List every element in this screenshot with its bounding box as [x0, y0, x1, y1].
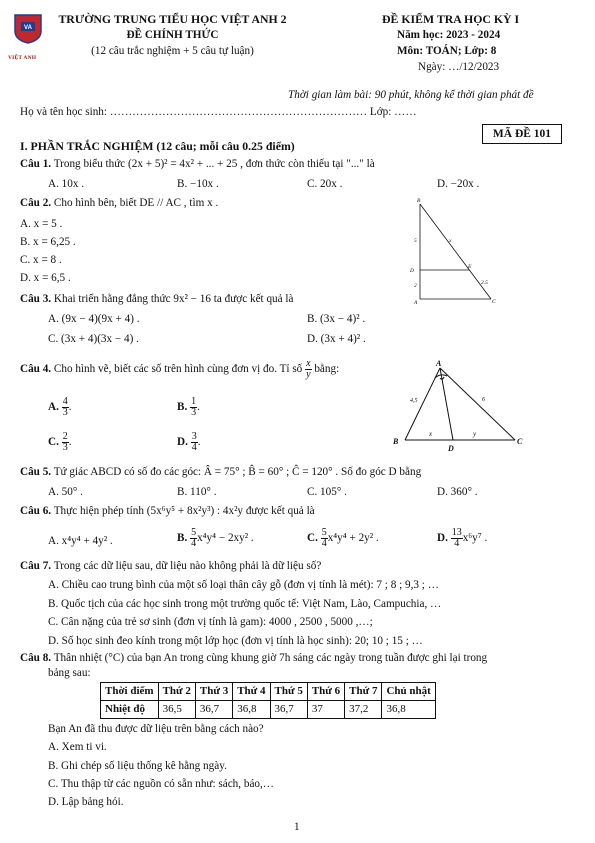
q6-option-b[interactable]: B. $\frac{5}{4}$ x⁴y⁴ − 2xy² .	[177, 527, 254, 549]
q7-text: Trong các dữ liệu sau, dữ liệu nào không phải là dữ liệu số?	[53, 560, 322, 572]
table-header-cell: Chủ nhật	[382, 683, 435, 701]
q6-text: Thực hiện phép tính (5x⁶y⁵ + 8x²y³) : 4x²y được kết quả là	[53, 505, 315, 517]
table-cell: 36,7	[195, 701, 232, 719]
q2-option-d[interactable]: D. x = 6,5 .	[20, 272, 71, 284]
table-header-cell: Thứ 2	[158, 683, 195, 701]
q2-side-25: 2.5	[481, 280, 488, 286]
q5-text: Tứ giác ABCD có số đo các góc: Â = 75° ; B̂ = 60° ; Ĉ = 120° . Số đo góc D bằng	[53, 466, 422, 478]
q2-triangle-figure	[405, 196, 505, 308]
q2-option-b[interactable]: B. x = 6,25 .	[20, 236, 76, 248]
svg-text:VA: VA	[24, 25, 32, 31]
question-1	[20, 157, 375, 171]
exam-duration: Thời gian làm bài: 90 phút, không kể thời gian phát đề	[288, 89, 534, 101]
q2-option-a[interactable]: A. x = 5 .	[20, 218, 63, 230]
q2-side-x: x	[449, 238, 452, 244]
q4-option-b[interactable]: B. $\frac{1}{3}$ .	[177, 396, 200, 418]
q4-option-d[interactable]: D. $\frac{3}{4}$ .	[177, 431, 201, 453]
school-logo	[14, 14, 42, 44]
q3-option-a[interactable]: A. (9x − 4)(9x + 4) .	[48, 313, 140, 325]
q8-option-a[interactable]: A. Xem ti vi.	[48, 741, 107, 753]
table-cell: 37	[307, 701, 344, 719]
q7-option-d[interactable]: D. Số học sinh đeo kính trong một lớp học (đơn vị tính là học sinh): 20; 10 ; 15 ; …	[48, 635, 423, 647]
q7-label: Câu 7.	[20, 560, 52, 572]
logo-text: VIỆT ANH	[8, 55, 37, 61]
q6-label: Câu 6.	[20, 505, 52, 517]
exam-code-box: MÃ ĐỀ 101	[482, 124, 562, 144]
question-3	[20, 292, 293, 306]
q8-option-c[interactable]: C. Thu thập từ các nguồn có sẵn như: sách, báo,…	[48, 778, 274, 790]
exam-structure: (12 câu trắc nghiệm + 5 câu tự luận)	[91, 44, 254, 57]
q4-side-y: y	[473, 430, 477, 438]
q2-text: Cho hình bên, biết DE // AC , tìm x .	[53, 197, 219, 209]
q4-ratio: $\frac{x}{y}$	[306, 358, 311, 380]
q2-label-C: C	[492, 299, 496, 305]
page-number: 1	[294, 821, 300, 833]
q4-option-c[interactable]: C. $\frac{2}{3}$ .	[48, 431, 72, 453]
q2-label-B: B	[417, 198, 421, 204]
school-year: Năm học: 2023 - 2024	[397, 28, 501, 41]
table-header-cell: Thứ 7	[345, 683, 382, 701]
q1-option-c[interactable]: C. 20x .	[307, 178, 343, 190]
q2-label-D: D	[410, 268, 414, 274]
q1-option-b[interactable]: B. −10x .	[177, 178, 219, 190]
header-left	[50, 12, 295, 58]
table-cell: 36,8	[382, 701, 435, 719]
table-cell: 36,8	[233, 701, 270, 719]
q7-option-b[interactable]: B. Quốc tịch của các học sinh trong một trường quốc tế: Việt Nam, Lào, Campuchia, …	[48, 598, 442, 610]
table-header-cell: Thứ 5	[270, 683, 307, 701]
question-2	[20, 196, 218, 210]
q4-side-x: x	[429, 430, 433, 438]
section-title: I. PHẦN TRẮC NGHIỆM (12 câu; mỗi câu 0.25 điểm)	[20, 139, 295, 153]
question-5	[20, 465, 421, 479]
table-row	[101, 701, 436, 719]
question-7	[20, 559, 321, 573]
q7-option-c[interactable]: C. Cân nặng của trẻ sơ sinh (đơn vị tính là gam): 4000 , 2500 , 5000 ,…;	[48, 616, 373, 628]
q1-option-a[interactable]: A. 10x .	[48, 178, 85, 190]
q2-label-A: A	[414, 300, 418, 306]
table-header-cell: Thứ 3	[195, 683, 232, 701]
official-label: ĐỀ CHÍNH THỨC	[126, 28, 219, 41]
q5-option-b[interactable]: B. 110° .	[177, 486, 217, 498]
table-cell: 36,7	[270, 701, 307, 719]
student-name-line: Họ và tên học sinh: …………………………………………………………… Lớp: ……	[20, 106, 417, 118]
table-cell: 36,5	[158, 701, 195, 719]
q1-option-d[interactable]: D. −20x .	[437, 178, 480, 190]
q4-text2: bằng:	[314, 363, 340, 376]
q4-triangle-figure	[385, 356, 535, 456]
temperature-table	[100, 682, 436, 719]
q8-label: Câu 8.	[20, 652, 52, 664]
q8-text: Thân nhiệt (°C) của bạn An trong cùng khung giờ 7h sáng các ngày trong tuần được ghi lại trong	[53, 652, 488, 664]
q2-option-c[interactable]: C. x = 8 .	[20, 254, 62, 266]
q3-option-d[interactable]: D. (3x + 4)² .	[307, 333, 366, 345]
q1-text: Trong biểu thức (2x + 5)² = 4x² + ... + 25 , đơn thức còn thiếu tại "..." là	[53, 158, 375, 170]
header-right	[355, 12, 585, 74]
q4-label-A: A	[436, 359, 442, 368]
q1-label: Câu 1.	[20, 158, 52, 170]
q4-side-6: 6	[482, 397, 485, 403]
q5-label: Câu 5.	[20, 466, 52, 478]
q2-side-2: 2	[414, 283, 417, 289]
table-header-cell: Thời điểm	[101, 683, 159, 701]
q4-label-D: D	[448, 444, 454, 453]
q8-question: Bạn An đã thu được dữ liệu trên bằng cách nào?	[48, 723, 264, 735]
q4-label-B: B	[393, 437, 399, 446]
table-header-row	[101, 683, 436, 701]
exam-title: ĐỀ KIỂM TRA HỌC KỲ I	[382, 12, 520, 26]
q4-option-a[interactable]: A. $\frac{4}{3}$ .	[48, 396, 72, 418]
table-header-cell: Thứ 6	[307, 683, 344, 701]
q5-option-a[interactable]: A. 50° .	[48, 486, 83, 498]
question-8	[20, 651, 487, 665]
q6-option-c[interactable]: C. $\frac{5}{4}$ x⁴y⁴ + 2y² .	[307, 527, 379, 549]
table-cell: 37,2	[345, 701, 382, 719]
q6-option-a[interactable]: A. x⁴y⁴ + 4y² .	[48, 535, 113, 547]
q3-option-b[interactable]: B. (3x − 4)² .	[307, 313, 366, 325]
subject: Môn: TOÁN; Lớp: 8	[397, 44, 497, 57]
q3-text: Khai triển hằng đẳng thức 9x² − 16 ta được kết quả là	[53, 293, 294, 305]
q2-label-E: E	[468, 264, 472, 270]
q4-label-C: C	[517, 437, 523, 446]
q8-text2: bảng sau:	[48, 667, 91, 679]
q5-option-d[interactable]: D. 360° .	[437, 486, 478, 498]
table-header-cell: Thứ 4	[233, 683, 270, 701]
q5-option-c[interactable]: C. 105° .	[307, 486, 347, 498]
q2-label: Câu 2.	[20, 197, 52, 209]
question-6	[20, 504, 315, 518]
q2-side-5: 5	[414, 238, 417, 244]
table-cell: Nhiệt độ	[101, 701, 159, 719]
q4-side-45: 4,5	[410, 398, 418, 404]
school-name: TRƯỜNG TRUNG TIỂU HỌC VIỆT ANH 2	[58, 12, 287, 26]
q6-option-d[interactable]: D. $\frac{13}{4}$ x⁶y⁷ .	[437, 527, 488, 549]
q3-option-c[interactable]: C. (3x + 4)(3x − 4) .	[48, 333, 139, 345]
q3-label: Câu 3.	[20, 293, 52, 305]
q8-option-b[interactable]: B. Ghi chép số liệu thống kê hằng ngày.	[48, 760, 227, 772]
q8-option-d[interactable]: D. Lập bảng hỏi.	[48, 796, 124, 808]
q7-option-a[interactable]: A. Chiều cao trung bình của một số loại thân cây gỗ (đơn vị tính là mét): 7 ; 8 ; 9,3 ; …	[48, 579, 439, 591]
question-4	[20, 359, 339, 380]
q4-text: Cho hình vẽ, biết các số trên hình cùng đơn vị đo. Tỉ số	[53, 363, 303, 376]
exam-date: Ngày: …/12/2023	[418, 60, 500, 73]
q4-label: Câu 4.	[20, 363, 52, 376]
